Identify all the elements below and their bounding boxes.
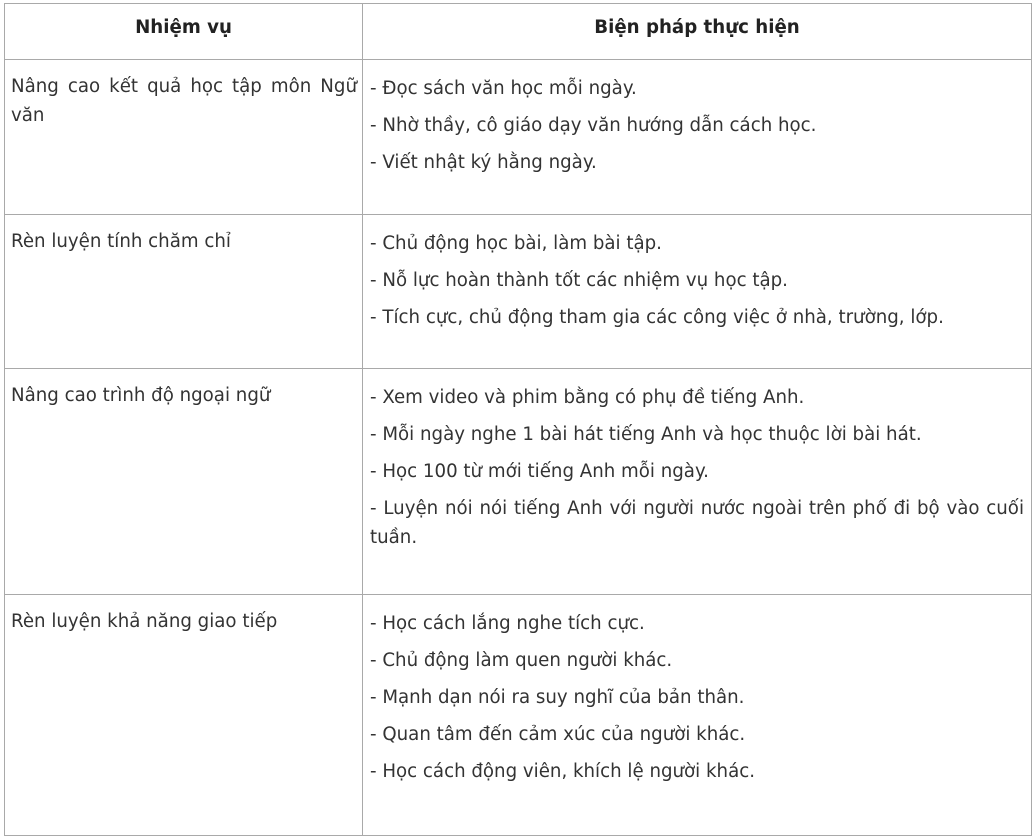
measure-item: - Chủ động làm quen người khác.: [370, 650, 673, 671]
measure-item: - Học cách động viên, khích lệ người khác.: [370, 761, 755, 782]
measures-cell: [363, 595, 1032, 836]
measure-item: - Tích cực, chủ động tham gia các công việc ở nhà, trường, lớp.: [370, 307, 944, 328]
measures-cell: [363, 60, 1032, 215]
measures-header-label: Biện pháp thực hiện: [594, 17, 800, 38]
plan-table: [4, 3, 1032, 836]
task-cell: Rèn luyện tính chăm chỉ: [5, 215, 363, 369]
measure-item: - Xem video và phim bằng có phụ đề tiếng Anh.: [370, 387, 805, 408]
measure-item: - Nỗ lực hoàn thành tốt các nhiệm vụ học tập.: [370, 270, 788, 291]
table-row: [5, 595, 1032, 836]
task-cell: Nâng cao kết quả học tập môn Ngữ văn: [5, 60, 363, 215]
measure-item: - Chủ động học bài, làm bài tập.: [370, 233, 662, 254]
table-row: [5, 60, 1032, 215]
task-cell: Nâng cao trình độ ngoại ngữ: [5, 369, 363, 595]
measure-item: - Viết nhật ký hằng ngày.: [370, 152, 597, 173]
measure-item: - Đọc sách văn học mỗi ngày.: [370, 78, 637, 99]
measure-item: - Luyện nói nói tiếng Anh với người nước ngoài trên phố đi bộ vào cuối tuần.: [370, 498, 1024, 548]
measure-item: - Nhờ thầy, cô giáo dạy văn hướng dẫn cách học.: [370, 115, 817, 136]
measures-cell: [363, 369, 1032, 595]
task-cell: Rèn luyện khả năng giao tiếp: [5, 595, 363, 836]
measure-item: - Quan tâm đến cảm xúc của người khác.: [370, 724, 746, 745]
task-header-label: Nhiệm vụ: [135, 17, 232, 38]
measure-item: - Học cách lắng nghe tích cực.: [370, 613, 645, 634]
measure-item: - Mỗi ngày nghe 1 bài hát tiếng Anh và học thuộc lời bài hát.: [370, 424, 922, 445]
table-row: [5, 215, 1032, 369]
measures-cell: [363, 215, 1032, 369]
measure-item: - Học 100 từ mới tiếng Anh mỗi ngày.: [370, 461, 709, 482]
measure-item: - Mạnh dạn nói ra suy nghĩ của bản thân.: [370, 687, 745, 708]
measures-column-header: [363, 4, 1032, 60]
table-row: [5, 369, 1032, 595]
header-row: [5, 4, 1032, 60]
task-column-header: [5, 4, 363, 60]
